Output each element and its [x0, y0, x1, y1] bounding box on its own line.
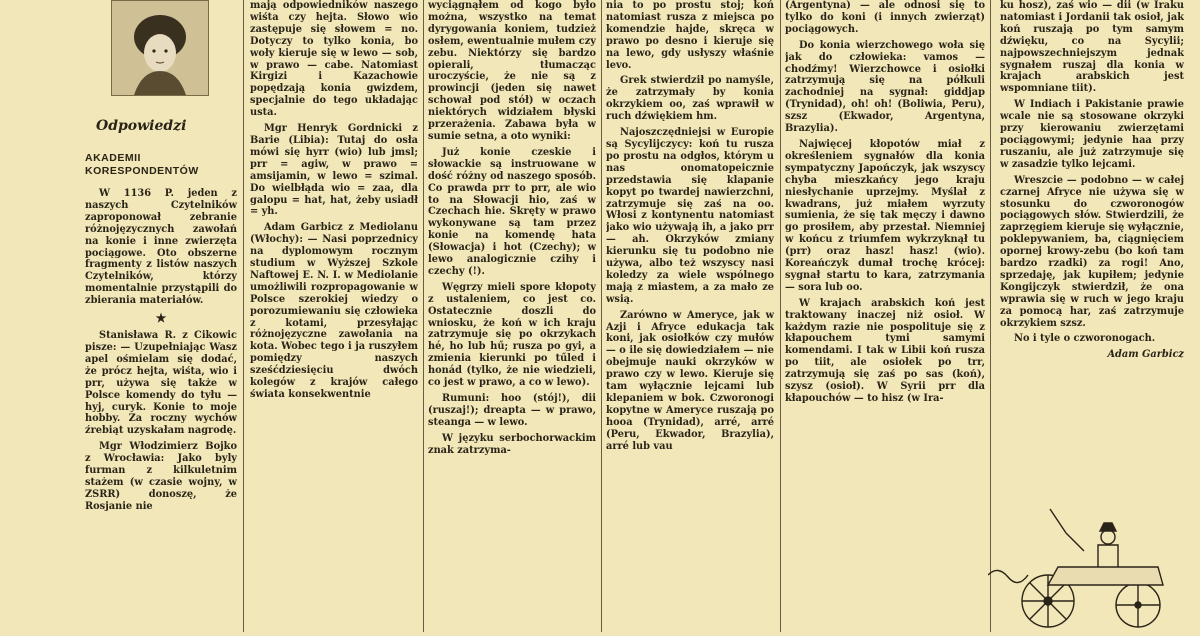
- column-rule: [243, 0, 244, 632]
- portrait-illustration: [112, 1, 208, 95]
- section-title: AKADEMII KORESPONDENTÓW: [85, 152, 199, 177]
- paragraph: Najoszczędniejsi w Europie są Sycylijczycy: koń tu rusza po prostu na odgłos, którym u nas onomatopeicznie przedstawia się klapanie kopyt po twardej nawierzchni, zatrzymuje się zaś na oo. Włosi z kontynentu natomiast jako wio używają ih, a jako prr — ah. Okrzyków zmiany kierunku się tu podobno nie używa, albo też wszyscy nasi koledzy za wiele wspólnego mają z miastem, a za mało ze wsią.: [606, 127, 774, 305]
- paragraph: Węgrzy mieli spore kłopoty z ustaleniem, co jest co. Ostatecznie doszli do wniosku, że koń w ich kraju zatrzymuje się po okrzykach hé, ho lub hű; rusza po gyi, a zmienia kierunki po tűled i honád (tylko, że nie wiedzieli, co jest w prawo, a co w lewo).: [428, 281, 596, 389]
- paragraph: W krajach arabskich koń jest traktowany inaczej niż osioł. W każdym razie nie pospolituje się z kłapouchem tymi samymi komendami. I tak w Libii koń rusza po tiit, ale osiołek po trr, zatrzymują się zaś po sas (koń), szysz (osioł). W Syrii prr dla kłapouchów — to hisz (w Ira-: [785, 297, 985, 404]
- paragraph: Wreszcie — podobno — w całej czarnej Afryce nie używa się w stosunku do czworonogów pociągowych słów. Stwierdzili, że zaprzęgiem kieruje się wyłącznie, poklepywaniem, ba, ciągnięciem opornej krowy-zebu (bo koń tam bardzo rzadki) za rogi! Ano, sprzedaję, jak kupiłem; jedynie Kongijczyk stwierdził, że ona wprawia się w ruch w jego kraju za pomocą har, zaś zatrzymuje okrzykiem szsz.: [1000, 174, 1184, 329]
- column-rule: [601, 0, 602, 632]
- paragraph: Grek stwierdził po namyśle, że zatrzymały by konia okrzykiem oo, zaś wprawił w ruch dźwiękiem hm.: [606, 75, 774, 123]
- paragraph: Stanisława R. z Cikowic pisze: — Uzupełniając Wasz apel ośmielam się dodać, że prócz hejta, wiśta, wio i prr, używa się także w Polsce komendy do tyłu — hyj, curyk. Konie to moje hobby. Za roczny wychów źrebiąt uzyskałam nagrodę.: [85, 330, 237, 437]
- paragraph: No i tyle o czworonogach.: [1014, 333, 1156, 345]
- star-separator: ★: [155, 311, 167, 326]
- paragraph: W języku serbochorwackim znak zatrzyma-: [428, 432, 596, 456]
- paragraph: W Indiach i Pakistanie prawie wcale nie są stosowane okrzyki przy kierowaniu zwierzętami pociągowymi; jedynie haa przy ruszaniu, ale już zatrzymuje się w zasadzie tylko lejcami.: [1000, 99, 1184, 170]
- column-rule: [423, 0, 424, 632]
- paragraph: Najwięcej kłopotów miał z określeniem sygnałów dla konia sympatyczny Japończyk, jak wszyscy chyba mieszkańcy jego kraju niesłychanie uprzejmy. Myślał z kwadrans, już miałem wyrzuty sumienia, że się tak męczy i dawno go prosiłem, aby przestał. Niemniej w końcu z triumfem wykrzyknął tu (prr) oraz hasz! hasz! (wio). Koreańczyk dumał trochę krócej: sygnał startu to kara, zatrzymania — sora lub oo.: [785, 138, 985, 293]
- text-column-4: [606, 0, 774, 632]
- text-column-2: [250, 0, 418, 632]
- paragraph: mają odpowiedników naszego wiśta czy hejta. Słowo wio zastępuje się słowem = no. Dotyczy to tylko konia, bo woły kieruje się w lewo — sob, w prawo — cabe. Natomiast Kirgizi i Kazachowie popędzają konia gwizdem, specjalnie do tego układając usta.: [250, 0, 418, 119]
- text-column-6: [1000, 0, 1184, 505]
- paragraph: Mgr Henryk Gordnicki z Barie (Libia): Tutaj do osła mówi się hyrr (wio) lub jmsl; prr = agiw, w prawo = amsijamin, w lewo = szimal. Do wielbłąda wio = zaa, dla galopu = hat, hat, żeby usiadł = yh.: [250, 123, 418, 218]
- paragraph: Rumuni: hoo (stój!), dii (ruszaj!); dreapta — w prawo, steanga — w lewo.: [428, 393, 596, 428]
- text-column-5: [785, 0, 985, 632]
- column-heading: Odpowiedzi: [96, 118, 187, 134]
- paragraph: Zarówno w Ameryce, jak w Azji i Afryce edukacja tak koni, jak osiołków czy mułów — o ile się dowiedziałem — nie obejmuje nauki okrzyków w prawo czy w lewo. Kieruje się tam wyłącznie lejcami lub klepaniem w bok. Czworonogi kopytne w Ameryce ruszają po hooa (Trynidad), arré, arré (Peru, Ekwador, Brazylia), arré lub vau: [606, 309, 774, 452]
- paragraph: Już konie czeskie i słowackie są instruowane w dość różny od naszego sposób. Co prawda prr to prr, ale wio to na Słowacji hio, zaś w Czechach hie. Skręty w prawo wykonywane są tam przez konie na komendę hata (Słowacja) i hot (Czechy); w lewo analogicznie czihy i czechy (!).: [428, 146, 596, 277]
- author-signature: Adam Garbicz: [1107, 349, 1184, 361]
- portrait-photo: [111, 0, 209, 96]
- column-rule: [780, 0, 781, 632]
- cart-illustration: [988, 505, 1200, 632]
- paragraph: (Argentyna) — ale odnosi się to tylko do koni (i innych zwierząt) pociągowych.: [785, 0, 985, 35]
- paragraph: wyciągnąłem od kogo było można, wszystko na temat dyrygowania koniem, tudzież osłem, ewentualnie mułem czy zebu. Niektórzy się bardzo opierali, tłumacząc uroczyście, że nie są z prowincji (jeden się nawet schował pod stół) w oczach niektórych widziałem błyski przerażenia. Zabawa była w sumie setna, a oto wyniki:: [428, 0, 596, 142]
- paragraph: nia to po prostu stoj; koń natomiast rusza z miejsca po komendzie hajde, skręca w prawo po desno i kieruje się na lewo, gdy usłyszy właśnie levo.: [606, 0, 774, 71]
- horse-cart-drawing: [988, 505, 1200, 632]
- paragraph: W 1136 P. jeden z naszych Czytelników zaproponował zebranie różnojęzycznych zawołań na konie i inne zwierzęta pociągowe. Oto obszerne fragmenty z listów naszych Czytelników, którzy momentalnie przystąpili do zbierania materiałów.: [85, 188, 237, 307]
- text-column-3: [428, 0, 596, 632]
- paragraph: Mgr Włodzimierz Bojko z Wrocławia: Jako byly furman z kilkuletnim stażem (w czasie wojny, w ZSRR) donoszę, że Rosjanie nie: [85, 441, 237, 512]
- paragraph: Adam Garbicz z Mediolanu (Włochy): — Nasi poprzednicy na dyplomowym rocznym studium w Wyższej Szkole Naftowej E. N. I. w Mediolanie umożliwili rozpropagowanie w Polsce szerokiej wiedzy o porozumiewaniu się człowieka z kotami, przesyłając różnojęzyczne zawołania na kota. Wobec tego i ja ruszyłem pomiędzy naszych sześćdziesięciu dwóch kolegów z krajów całego świata konsekwentnie: [250, 222, 418, 400]
- paragraph: Do konia wierzchowego woła się jak do człowieka: vamos — chodźmy! Wierzchowce i osiołki zatrzymują się na półkuli zachodniej na sygnał: giddjap (Trynidad), oh! oh! (Boliwia, Peru), szsz (Ekwador, Argentyna, Brazylia).: [785, 39, 985, 135]
- paragraph: ku hosz), zaś wio — dii (w Iraku natomiast i Jordanii tak osioł, jak koń ruszają po tym samym dźwięku, co na Sycylii; najpowszechniejszym jednak sygnałem ruszaj dla konia w krajach arabskich jest wspomniane tiit).: [1000, 0, 1184, 95]
- text-column-1: [85, 188, 237, 632]
